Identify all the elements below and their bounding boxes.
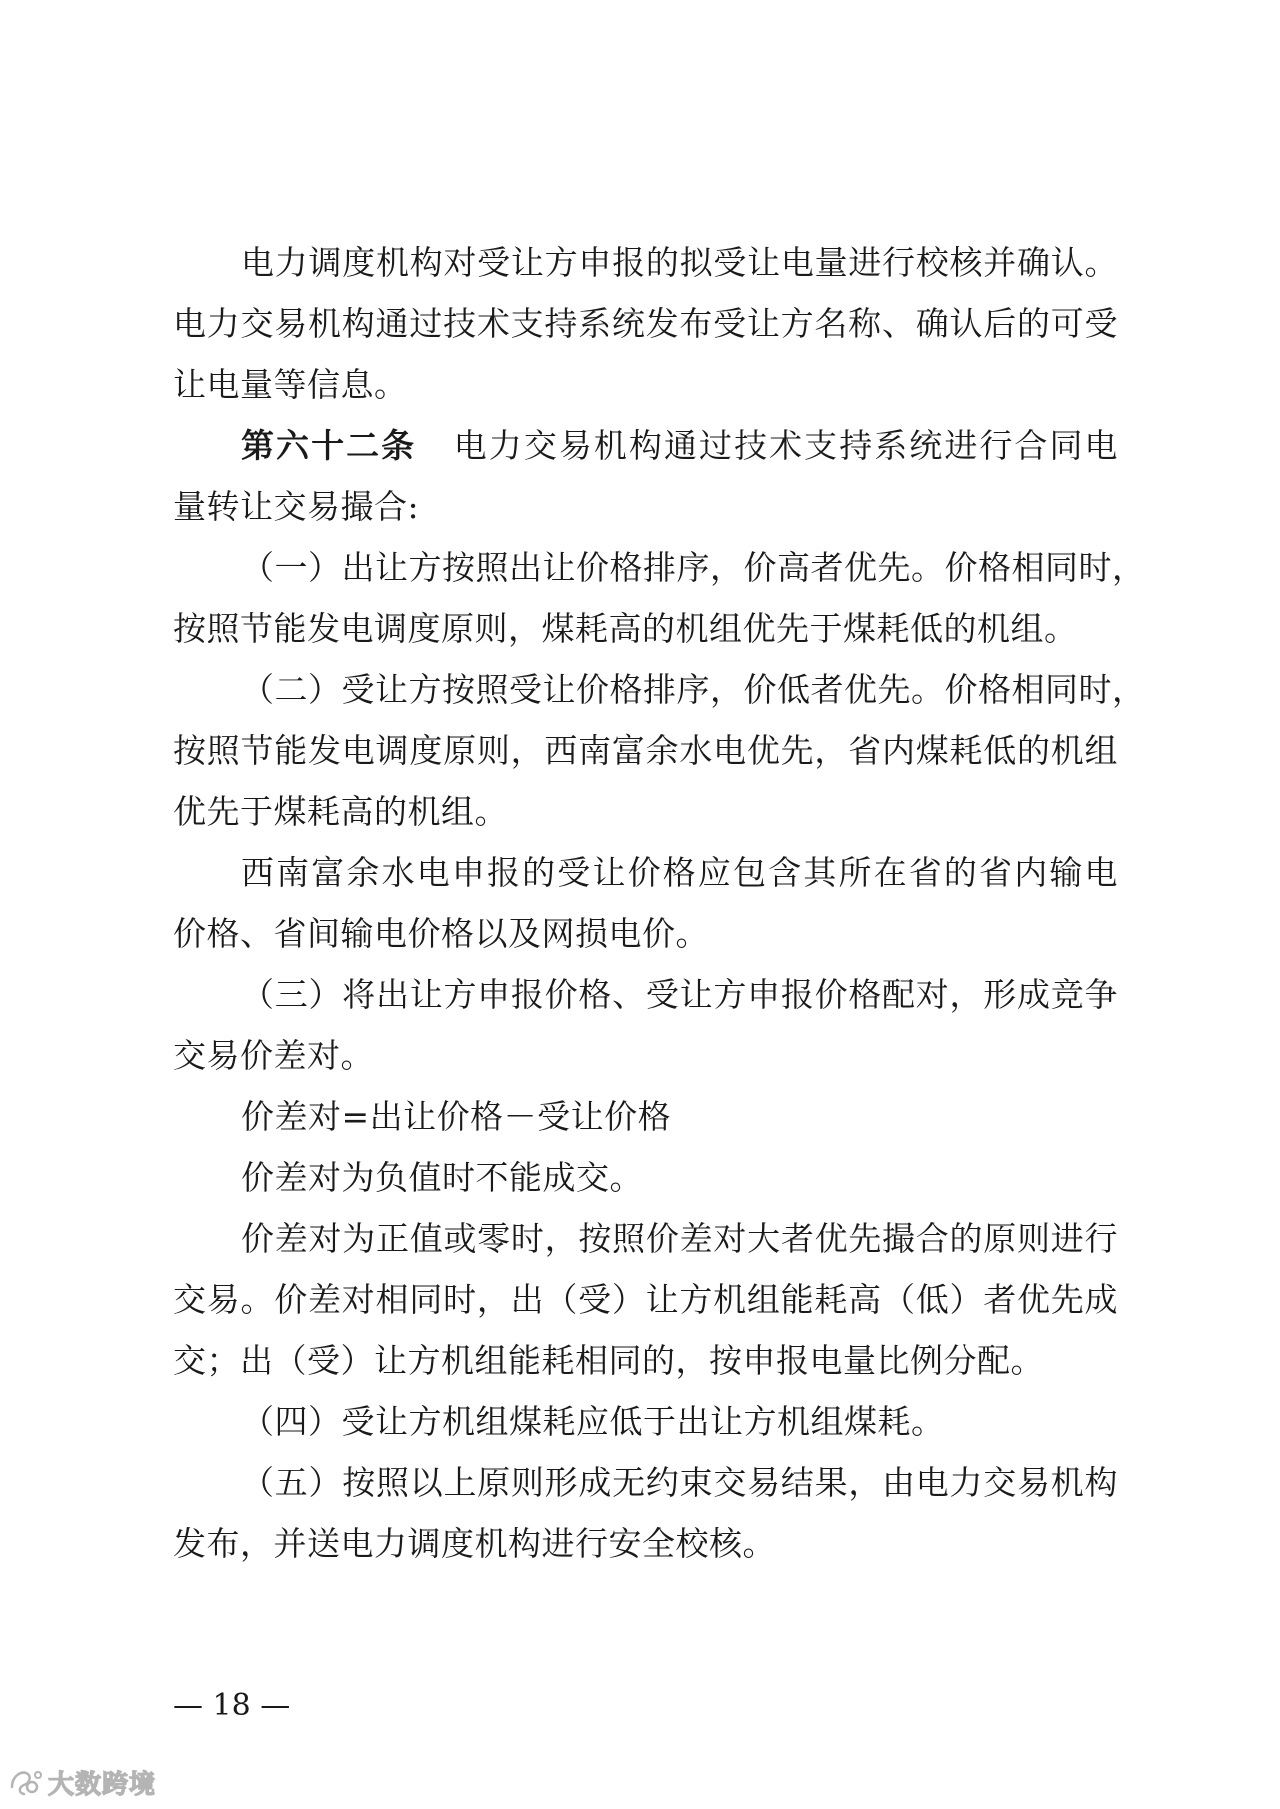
paragraph-item-1	[173, 537, 1146, 659]
text-line: 交易价差对。	[173, 1036, 374, 1075]
text-line: 价差对为负值时不能成交。	[241, 1158, 643, 1197]
watermark-logo-icon	[8, 1767, 42, 1797]
text-line: 交；出（受）让方机组能耗相同的，按申报电量比例分配。	[173, 1341, 1044, 1380]
text-line: （一）出让方按照出让价格排序，价高者优先。价格相同时，	[241, 548, 1146, 587]
text-line: 交易。价差对相同时，出（受）让方机组能耗高（低）者优先成	[173, 1280, 1118, 1319]
text-line: 西南富余水电申报的受让价格应包含其所在省的省内输电	[241, 853, 1118, 892]
text-line: 按照节能发电调度原则，煤耗高的机组优先于煤耗低的机组。	[173, 609, 1078, 648]
paragraph-item-4	[173, 1391, 1118, 1452]
text-line: 价差对为正值或零时，按照价差对大者优先撮合的原则进行	[241, 1219, 1118, 1258]
text-line: （二）受让方按照受让价格排序，价低者优先。价格相同时，	[241, 670, 1146, 709]
text-line: 优先于煤耗高的机组。	[173, 792, 508, 831]
paragraph-item-5	[173, 1452, 1118, 1574]
paragraph-article-62	[173, 415, 1118, 537]
text-line: 电力调度机构对受让方申报的拟受让电量进行校核并确认。	[241, 243, 1118, 282]
paragraph-p1	[173, 232, 1118, 415]
paragraph-positive-spread	[173, 1208, 1118, 1391]
text-line: （三）将出让方申报价格、受让方申报价格配对，形成竞争	[241, 975, 1118, 1014]
text-line: 按照节能发电调度原则，西南富余水电优先，省内煤耗低的机组	[173, 731, 1118, 770]
formula-line: 价差对=出让价格－受让价格	[241, 1097, 672, 1136]
text-line: （四）受让方机组煤耗应低于出让方机组煤耗。	[241, 1402, 945, 1441]
text-line	[173, 415, 1118, 476]
paragraph-hydro-price	[173, 842, 1118, 964]
text-line: 发布，并送电力调度机构进行安全校核。	[173, 1524, 776, 1563]
watermark-text: 大数跨境	[48, 1769, 157, 1800]
page-number: — 18 —	[173, 1688, 291, 1723]
text-line: 让电量等信息。	[173, 365, 408, 404]
text-line: 电力交易机构通过技术支持系统发布受让方名称、确认后的可受	[173, 304, 1118, 343]
paragraph-item-2	[173, 659, 1146, 842]
article-text: 电力交易机构通过技术支持系统进行合同电	[452, 426, 1119, 465]
text-line: （五）按照以上原则形成无约束交易结果，由电力交易机构	[241, 1463, 1118, 1502]
paragraph-negative-spread	[173, 1147, 1118, 1208]
document-body	[173, 232, 1146, 1574]
text-line: 量转让交易撮合:	[173, 487, 420, 526]
text-line: 价格、省间输电价格以及网损电价。	[173, 914, 709, 953]
paragraph-formula	[173, 1086, 1118, 1147]
watermark	[8, 1765, 156, 1799]
paragraph-item-3	[173, 964, 1118, 1086]
article-heading: 第六十二条	[241, 426, 417, 465]
